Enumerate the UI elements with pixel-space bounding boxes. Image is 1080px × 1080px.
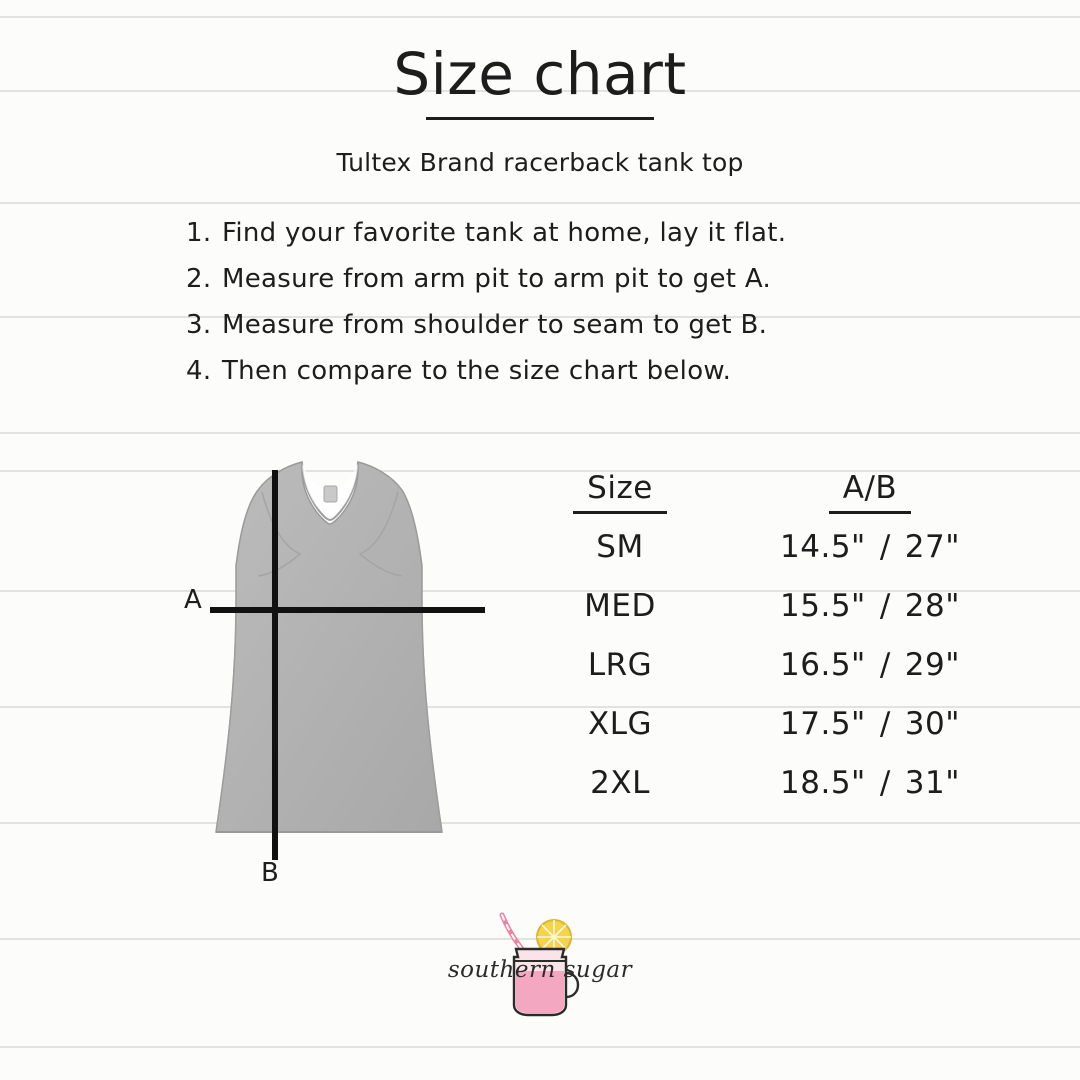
measurement-line-a — [210, 607, 485, 613]
step-text: Measure from shoulder to seam to get B. — [222, 310, 768, 340]
cell-slash: / — [879, 588, 891, 624]
cell-measurements — [710, 647, 1030, 683]
cell-slash: / — [879, 529, 891, 565]
step-text: Find your favorite tank at home, lay it flat. — [222, 218, 787, 248]
tank-top-icon — [150, 450, 510, 870]
cell-measurements — [710, 706, 1030, 742]
page-title-block — [0, 40, 1080, 120]
table-header-row — [530, 470, 1030, 529]
measurement-line-b — [272, 470, 278, 860]
cell-b: 31" — [904, 765, 960, 801]
list-item — [186, 356, 946, 386]
cell-a: 16.5" — [780, 647, 866, 683]
size-table — [530, 470, 1030, 824]
step-number: 1. — [186, 218, 212, 248]
measurement-label-a: A — [184, 585, 202, 615]
cell-slash: / — [879, 765, 891, 801]
column-header-ab-label: A/B — [829, 470, 911, 514]
list-item — [186, 218, 946, 248]
cell-measurements — [710, 588, 1030, 624]
list-item — [186, 264, 946, 294]
step-number: 2. — [186, 264, 212, 294]
cell-a: 14.5" — [780, 529, 866, 565]
plank-line — [0, 202, 1080, 204]
cell-slash: / — [879, 647, 891, 683]
column-header-size-label: Size — [573, 470, 667, 514]
step-number: 3. — [186, 310, 212, 340]
cell-size: XLG — [587, 706, 653, 742]
title-underline — [426, 117, 654, 120]
cell-a: 18.5" — [780, 765, 866, 801]
plank-line — [0, 1046, 1080, 1048]
instructions-list — [186, 218, 946, 402]
step-text: Then compare to the size chart below. — [222, 356, 732, 386]
cell-a: 15.5" — [780, 588, 866, 624]
cell-size: 2XL — [590, 765, 650, 801]
tank-top-diagram — [150, 450, 510, 900]
step-text: Measure from arm pit to arm pit to get A. — [222, 264, 772, 294]
page-title: Size chart — [393, 40, 687, 108]
brand-logo — [0, 905, 1080, 1025]
cell-b: 28" — [904, 588, 960, 624]
table-row — [530, 647, 1030, 706]
cell-b: 27" — [904, 529, 960, 565]
column-header-size — [530, 470, 710, 518]
list-item — [186, 310, 946, 340]
brand-name: southern sugar — [447, 957, 633, 983]
cell-slash: / — [879, 706, 891, 742]
plank-line — [0, 16, 1080, 18]
cell-size: SM — [596, 529, 644, 565]
table-row — [530, 765, 1030, 824]
table-row — [530, 706, 1030, 765]
cell-measurements — [710, 529, 1030, 565]
measurement-label-b: B — [261, 858, 279, 888]
step-number: 4. — [186, 356, 212, 386]
cell-size: MED — [584, 588, 656, 624]
cell-measurements — [710, 765, 1030, 801]
cell-b: 29" — [904, 647, 960, 683]
table-row — [530, 529, 1030, 588]
page-subtitle: Tultex Brand racerback tank top — [336, 148, 744, 177]
table-row — [530, 588, 1030, 647]
cell-size: LRG — [587, 647, 653, 683]
plank-line — [0, 432, 1080, 434]
cell-b: 30" — [904, 706, 960, 742]
cell-a: 17.5" — [780, 706, 866, 742]
column-header-ab — [710, 470, 1030, 518]
